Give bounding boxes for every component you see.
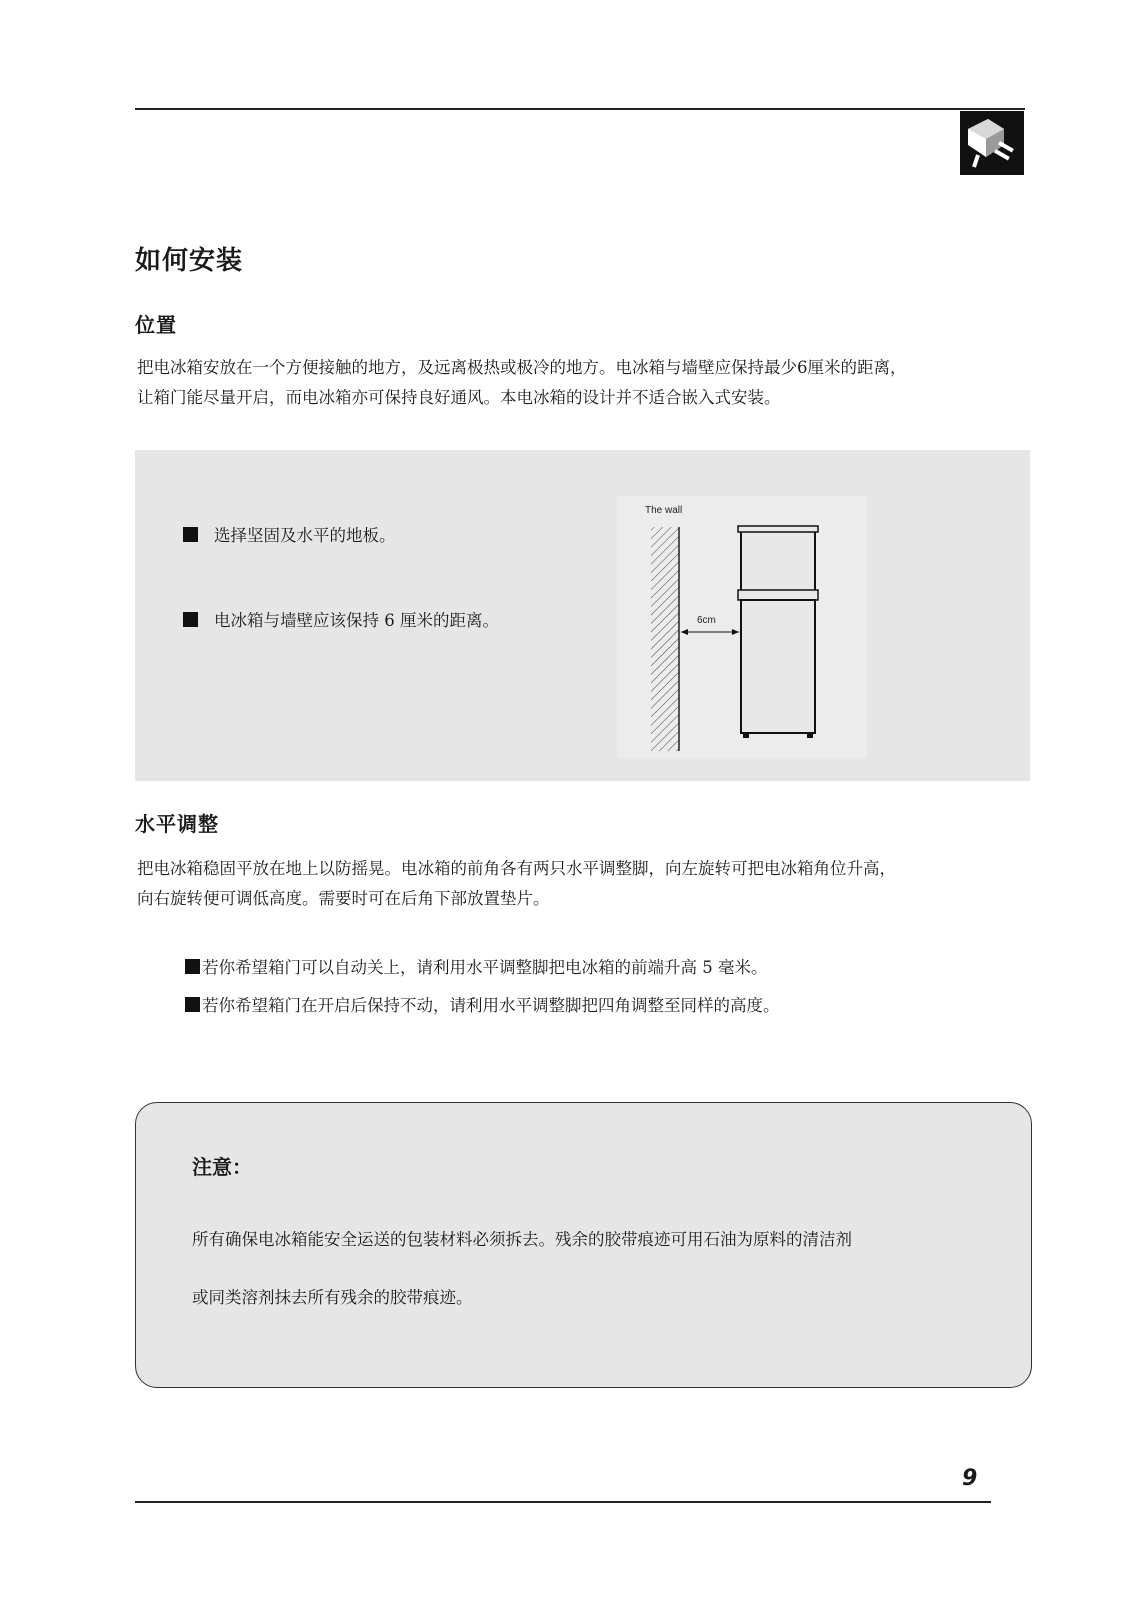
- header-rule: [135, 108, 1025, 110]
- arrow-head-right: [732, 629, 739, 635]
- footer-rule: [135, 1501, 991, 1503]
- leveling-bullet-1: [185, 954, 768, 978]
- leveling-paragraph: [137, 854, 1027, 914]
- fridge-top-door: [741, 530, 815, 592]
- fridge-foot-left: [743, 733, 749, 738]
- leveling-bullet-1-text: 若你希望箱门可以自动关上，请利用水平调整脚把电冰箱的前端升高 5 毫米。: [202, 958, 768, 977]
- location-paragraph-line-1: 把电冰箱安放在一个方便接触的地方，及远离极热或极冷的地方。电冰箱与墙壁应保持最少6厘米的距离，: [137, 358, 907, 377]
- page-number: 9: [962, 1466, 978, 1491]
- leveling-bullet-2: [185, 992, 780, 1016]
- location-bullet-1: [183, 522, 396, 546]
- notice-line-1: 所有确保电冰箱能安全运送的包装材料必须拆去。残余的胶带痕迹可用石油为原料的清洁剂: [192, 1230, 852, 1249]
- location-bullet-1-text: 选择坚固及水平的地板。: [214, 526, 396, 545]
- bullet-square-icon: [183, 612, 198, 627]
- location-info-box: [135, 450, 1030, 781]
- fridge-foot-right: [807, 733, 813, 738]
- wall-hatch: [651, 527, 679, 751]
- leveling-bullet-2-text: 若你希望箱门在开启后保持不动，请利用水平调整脚把四角调整至同样的高度。: [202, 996, 780, 1015]
- leveling-heading: 水平调整: [135, 812, 219, 836]
- location-bullet-2-text: 电冰箱与墙壁应该保持 6 厘米的距离。: [214, 611, 499, 630]
- notice-box: [135, 1102, 1032, 1388]
- arrow-head-left: [681, 629, 688, 635]
- location-bullet-2: [183, 607, 499, 631]
- location-paragraph: [137, 353, 1027, 413]
- notice-text: [192, 1211, 992, 1327]
- bullet-square-icon: [185, 959, 200, 974]
- wall-label: The wall: [645, 505, 683, 516]
- notice-title: 注意：: [192, 1155, 252, 1179]
- distance-label: 6cm: [697, 615, 716, 626]
- location-heading: 位置: [135, 313, 177, 337]
- bullet-square-icon: [183, 527, 198, 542]
- fridge-top-cap: [738, 526, 818, 532]
- fridge-bottom-door: [741, 600, 815, 733]
- page-title: 如何安装: [135, 246, 244, 276]
- location-paragraph-line-2: 让箱门能尽量开启，而电冰箱亦可保持良好通风。本电冰箱的设计并不适合嵌入式安装。: [137, 388, 781, 407]
- leveling-paragraph-line-2: 向右旋转便可调低高度。需要时可在后角下部放置垫片。: [137, 889, 550, 908]
- notice-line-2: 或同类溶剂抹去所有残余的胶带痕迹。: [192, 1288, 473, 1307]
- bullet-square-icon: [185, 997, 200, 1012]
- fridge-divider: [738, 590, 818, 600]
- power-plug-icon: [960, 111, 1024, 175]
- leveling-paragraph-line-1: 把电冰箱稳固平放在地上以防摇晃。电冰箱的前角各有两只水平调整脚，向左旋转可把电冰箱角位升高，: [137, 859, 896, 878]
- wall-clearance-diagram: [617, 496, 867, 758]
